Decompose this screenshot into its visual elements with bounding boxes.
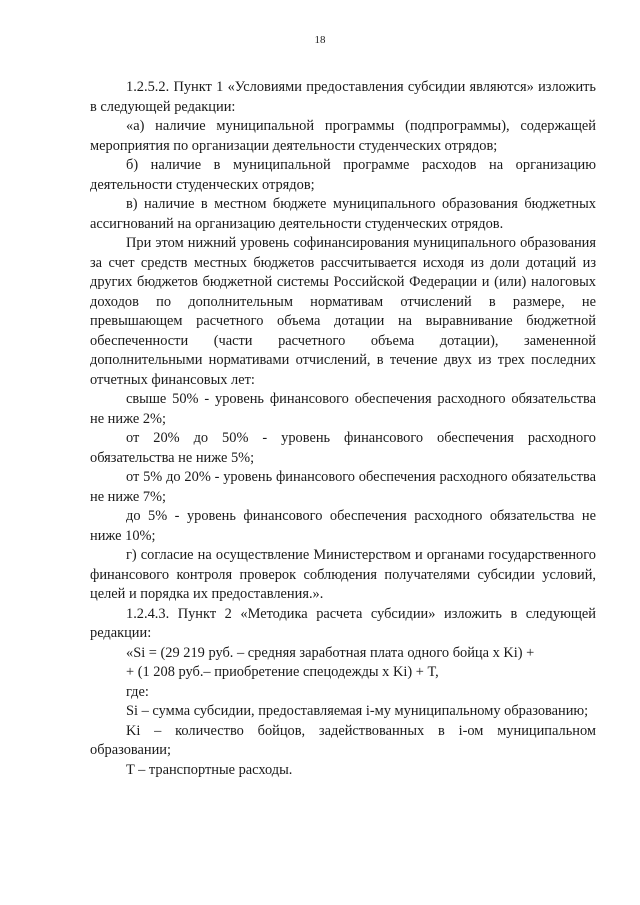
paragraph-level-over-50: свыше 50% - уровень финансового обеспечения расходного обязательства не ниже 2%; (90, 391, 596, 427)
definition-si: Si – сумма субсидии, предоставляемая i-му муниципальному образованию; (126, 703, 589, 719)
where-label: где: (126, 683, 149, 700)
definition-t: T – транспортные расходы. (126, 761, 293, 778)
paragraph-level-under-5: до 5% - уровень финансового обеспечения расходного обязательства не ниже 10%; (90, 508, 596, 544)
page-number: 18 (314, 34, 326, 46)
document-body (90, 78, 596, 780)
formula-line-1: «Si = (29 219 руб. – средняя заработная плата одного бойца x Ki) + (126, 644, 535, 661)
definition-ki: Ki – количество бойцов, задействованных в i-ом муниципальном образовании; (90, 722, 596, 758)
paragraph-cofinancing: При этом нижний уровень софинансирования муниципального образования за счет средств местных бюджетов рассчитывается исходя из доли дотаций из других бюджетов бюджетной системы Российской Федерации и (или) налоговых доходов по дополнительным нормативам отчислений в размере, не превышающем расчетного объема дотации на выравнивание бюджетной обеспеченности (части расчетного объема дотации), замененной дополнительными нормативами отчислений, в течение двух из трех последних отчетных финансовых лет: (90, 235, 596, 388)
paragraph-condition-g: г) согласие на осуществление Министерством и органами государственного финансового контроля проверок соблюдения получателями субсидии условий, целей и порядка их предоставления.». (90, 547, 596, 602)
paragraph-condition-b: б) наличие в муниципальной программе расходов на организацию деятельности студенческих отрядов; (90, 157, 596, 193)
paragraph-level-20-50: от 20% до 50% - уровень финансового обеспечения расходного обязательства не ниже 5%; (90, 430, 596, 466)
paragraph-condition-v: в) наличие в местном бюджете муниципального образования бюджетных ассигнований на организацию деятельности студенческих отрядов. (90, 196, 596, 232)
paragraph-condition-a: «а) наличие муниципальной программы (подпрограммы), содержащей мероприятия по организации деятельности студенческих отрядов; (90, 118, 596, 154)
paragraph-level-5-20: от 5% до 20% - уровень финансового обеспечения расходного обязательства не ниже 7%; (90, 469, 596, 505)
paragraph-item-1-header: 1.2.5.2. Пункт 1 «Условиями предоставления субсидии являются» изложить в следующей редакции: (90, 79, 596, 115)
paragraph-item-2-header: 1.2.4.3. Пункт 2 «Методика расчета субсидии» изложить в следующей редакции: (90, 605, 596, 641)
formula-line-2: + (1 208 руб.– приобретение спецодежды x Ki) + T, (126, 664, 439, 680)
